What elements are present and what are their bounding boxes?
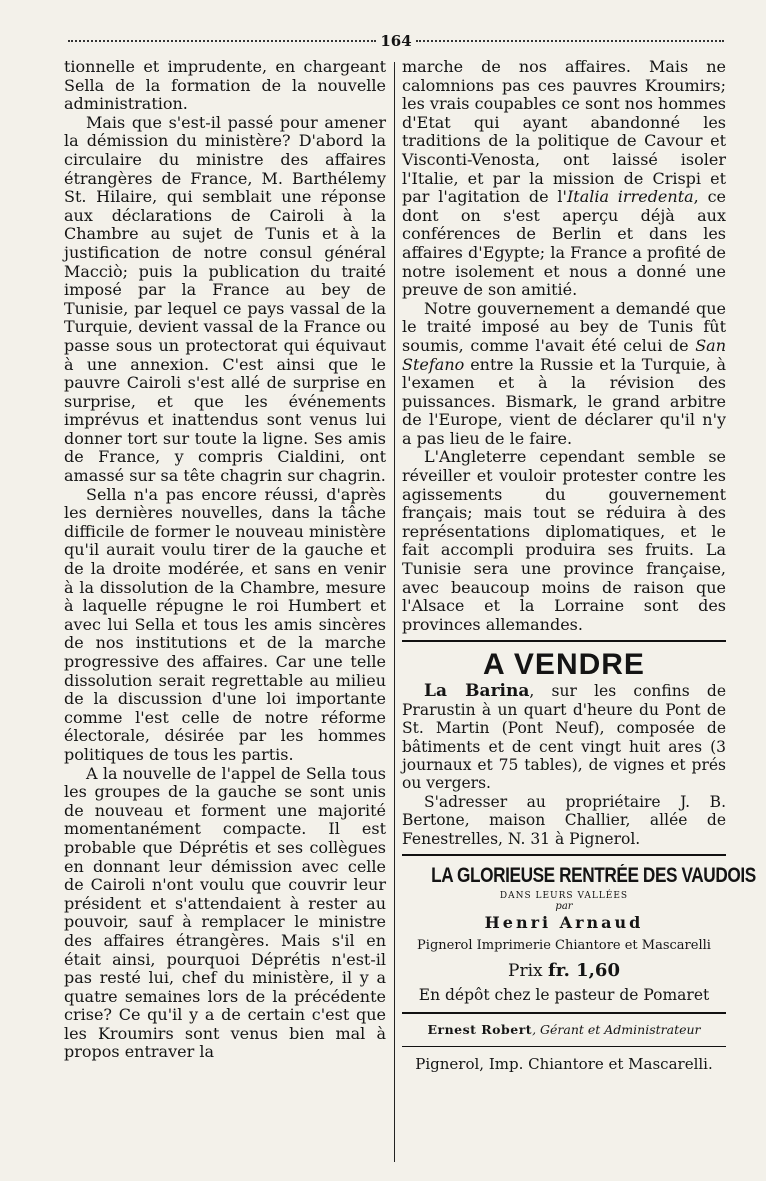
left-paragraph-2: Mais que s'est-il passé pour amener la démission du ministère? D'abord la circulaire du ministre des affaires étrangères de France, M. Barthélemy St. Hilaire, qui semblait une réponse aux déclarations de Cairoli à la Chambre au sujet de Tunis et à la justification de notre consul général Macciò; puis la publication du traité imposé par la France au bey de Tunisie, par lequel ce pays vassal de la Turquie, devient vassal de la France ou passe sous un protectorat qui équivaut à une annexion. C'est ainsi que le pauvre Cairoli s'est allé de surprise en surprise, et que les événements imprévus et inattendus sont venus lui donner tort sur toute la ligne. Ses amis de France, y compris Cialdini, ont amassé sur sa tête chagrin sur chagrin. bbox=[64, 112, 386, 486]
sale-text: , sur les confins de Prarustin à un quart d'heure du Pont de St. Martin (Pont Neuf), composée de bâtiments et de cent vingt huit ares (3 journaux et 75 tables), de vignes et prés ou vergers. bbox=[402, 682, 727, 793]
right-p2-text-b: entre la Russie et la Turquie, à l'examen et à la révision des puissances. Bismark, le grand arbitre de l'Europe, vient de déclarer qu'il n'y a pas lieu de le faire. bbox=[402, 354, 726, 448]
manager-role: , Gérant et Administrateur bbox=[532, 1022, 701, 1038]
footer-rule bbox=[402, 1046, 726, 1047]
column-divider bbox=[394, 62, 395, 1162]
book-price bbox=[402, 958, 726, 984]
right-paragraph-3: L'Angleterre cependant semble se réveiller et vouloir protester contre les agissements du gouvernement français; mais tout se réduira à des représentations diplomatiques, et le fait accompli produira ses fruits. La Tunisie sera une province française, avec beaucoup moins de raison que l'Alsace et la Lorraine sont des provinces allemandes. bbox=[402, 447, 726, 634]
imprint-manager bbox=[402, 1020, 726, 1040]
manager-name: Ernest Robert bbox=[427, 1022, 533, 1038]
book-author: Henri Arnaud bbox=[484, 913, 644, 933]
page-header bbox=[64, 30, 728, 52]
imprint-printer: Pignerol, Imp. Chiantore et Mascarelli. bbox=[415, 1055, 713, 1074]
right-p1-italic: Italia irredenta bbox=[566, 187, 694, 207]
book-title: LA GLORIEUSE RENTRÉE DES VAUDOIS bbox=[431, 864, 756, 888]
sale-description bbox=[402, 682, 726, 792]
price-label: Prix bbox=[508, 961, 549, 982]
left-paragraph-3: Sella n'a pas encore réussi, d'après les dernières nouvelles, dans la tâche difficile de former le nouveau ministère qu'il aurait voulu tirer de la gauche et de la droite modérée, et sans en venir à la dissolution de la Chambre, mesure à laquelle répugne le roi Humbert et avec lui Sella et tous les amis sincères de nos institutions et de la marche progressive des affaires. Car une telle dissolution serait regrettable au milieu de la discussion d'une loi importante comme l'est celle de notre réforme électorale, désirée par les hommes politiques de tous les partis. bbox=[64, 484, 386, 764]
left-paragraph-1: tionnelle et imprudente, en chargeant Sella de la formation de la nouvelle administration. bbox=[64, 57, 386, 114]
right-column bbox=[402, 57, 756, 1075]
right-p2-text-a: Notre gouvernement a demandé que le traité imposé au bey de Tunis fût soumis, comme l'avait été celui de bbox=[402, 298, 726, 355]
book-advertisement bbox=[402, 862, 756, 1006]
sale-contact: S'adresser au propriétaire J. B. Bertone, maison Challier, allée de Fenestrelles, N. 31 à Pignerol. bbox=[402, 792, 726, 848]
left-paragraph-4: A la nouvelle de l'appel de Sella tous les groupes de la gauche se sont unis de nouveau et forment une majorité momentanément compacte. Il est probable que Déprétis et ses collègues en donnant leur démission avec celle de Cairoli n'ont voulu que couvrir leur président et s'attendaient à rester au pouvoir, sauf à remplacer le ministre des affaires étrangères. Mais s'il en était ainsi, pourquoi Déprétis n'est-il pas resté lui, chef du ministère, il y a quatre semaines lors de la précédente crise? Ce qu'il y a de certain c'est que les Kroumirs sont venus bien mal à propos entraver la bbox=[64, 763, 386, 1062]
right-p2-italic: San Stefano bbox=[402, 335, 726, 374]
right-paragraph-2 bbox=[402, 300, 726, 449]
right-p1-text-b: , ce dont on s'est aperçu déjà aux conférences de Berlin et dans les affaires d'Egypte; la France a profité de notre isolement et nous a donné une preuve de son amitié. bbox=[402, 187, 726, 300]
page-number: 164 bbox=[380, 32, 412, 50]
book-subtitle: DANS LEURS VALLÉES bbox=[499, 891, 629, 902]
book-printer: Pignerol Imprimerie Chiantore et Mascarelli bbox=[417, 938, 711, 954]
sale-place: La Barina bbox=[424, 681, 530, 702]
right-paragraph-1 bbox=[402, 58, 726, 300]
right-p1-text-a: marche de nos affaires. Mais ne calomnions pas ces pauvres Kroumirs; les vrais coupables ce sont nos hommes d'Etat qui ayant abandonné les traditions de la politique de Cavour et Visconti-Venosta, ont laissé isoler l'Italie, et par la mission de Crispi et par l'agitation de l' bbox=[402, 57, 726, 207]
left-column bbox=[64, 58, 386, 1062]
price-value: fr. 1,60 bbox=[548, 960, 620, 982]
header-rule-left bbox=[68, 40, 376, 42]
section-rule bbox=[402, 640, 726, 642]
sale-advertisement bbox=[402, 648, 726, 848]
sale-heading: A VENDRE bbox=[483, 648, 645, 682]
ad-rule bbox=[402, 854, 726, 856]
book-par: par bbox=[555, 901, 573, 913]
book-depot: En dépôt chez le pasteur de Pomaret bbox=[418, 986, 710, 1005]
imprint-rule bbox=[402, 1012, 726, 1014]
header-rule-right bbox=[416, 40, 724, 42]
